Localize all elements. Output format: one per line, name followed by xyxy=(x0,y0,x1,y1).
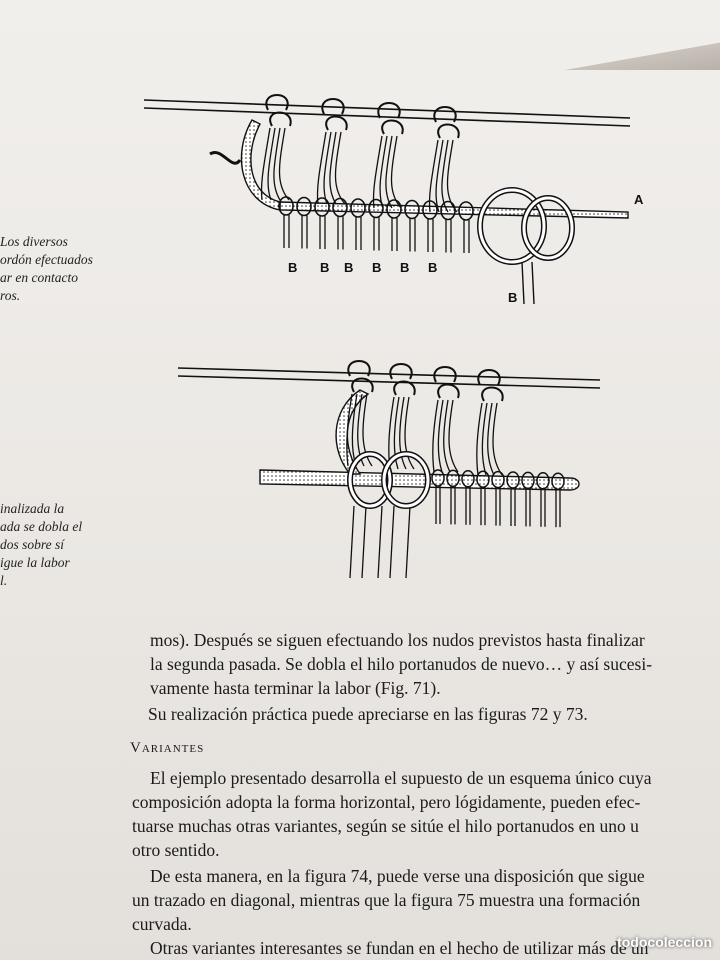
label-B-1: B xyxy=(288,260,298,275)
paragraph2-line-8: Otras variantes interesantes se fundan en el hecho de utilizar más de un xyxy=(150,938,649,958)
caption-top-line-1: Los diversos xyxy=(0,234,68,249)
paragraph2-line-7: curvada. xyxy=(132,914,192,934)
paragraph2-line-1: El ejemplo presentado desarrolla el supuesto de un esquema único cuya xyxy=(150,768,652,788)
label-B-5: B xyxy=(400,260,410,275)
page-corner-shadow xyxy=(0,0,720,70)
watermark: todocoleccion xyxy=(617,934,712,950)
paragraph-line-2: la segunda pasada. Se dobla el hilo portanudos de nuevo… y así sucesi- xyxy=(150,654,653,674)
label-B-2: B xyxy=(320,260,330,275)
macrame-diagram-top xyxy=(140,84,660,314)
paragraph-line-1: mos). Después se siguen efectuando los nudos previstos hasta finalizar xyxy=(150,630,645,650)
paragraph-line-4: Su realización práctica puede apreciarse en las figuras 72 y 73. xyxy=(148,704,588,724)
label-B-3: B xyxy=(344,260,354,275)
paragraph2-line-2: composición adopta la forma horizontal, pero lógidamente, pueden efec- xyxy=(132,792,641,812)
paragraph2-line-5: De esta manera, en la figura 74, puede verse una disposición que sigue xyxy=(150,866,645,886)
paragraph2-line-6: un trazado en diagonal, mientras que la figura 75 muestra una formación xyxy=(132,890,641,910)
section-heading: Variantes xyxy=(130,740,205,756)
label-B-6: B xyxy=(428,260,438,275)
label-B-loop: B xyxy=(508,290,518,305)
caption-top-line-3: ar en contacto xyxy=(0,270,78,285)
paragraph2-line-3: tuarse muchas otras variantes, según se sitúe el hilo portanudos en uno u xyxy=(132,816,639,836)
caption-bottom-line-4: igue la labor xyxy=(0,555,70,570)
caption-bottom-line-2: ada se dobla el xyxy=(0,519,83,534)
caption-bottom-line-1: inalizada la xyxy=(0,501,65,516)
caption-bottom-line-5: l. xyxy=(0,573,8,588)
caption-top-line-2: ordón efectuados xyxy=(0,252,93,267)
label-B-4: B xyxy=(372,260,382,275)
caption-top-line-4: ros. xyxy=(0,288,21,303)
label-A: A xyxy=(634,192,644,207)
paragraph-line-3: vamente hasta terminar la labor (Fig. 71). xyxy=(150,678,441,698)
paragraph2-line-4: otro sentido. xyxy=(132,840,220,860)
macrame-diagram-bottom xyxy=(170,350,610,590)
caption-bottom-line-3: dos sobre sí xyxy=(0,537,65,552)
